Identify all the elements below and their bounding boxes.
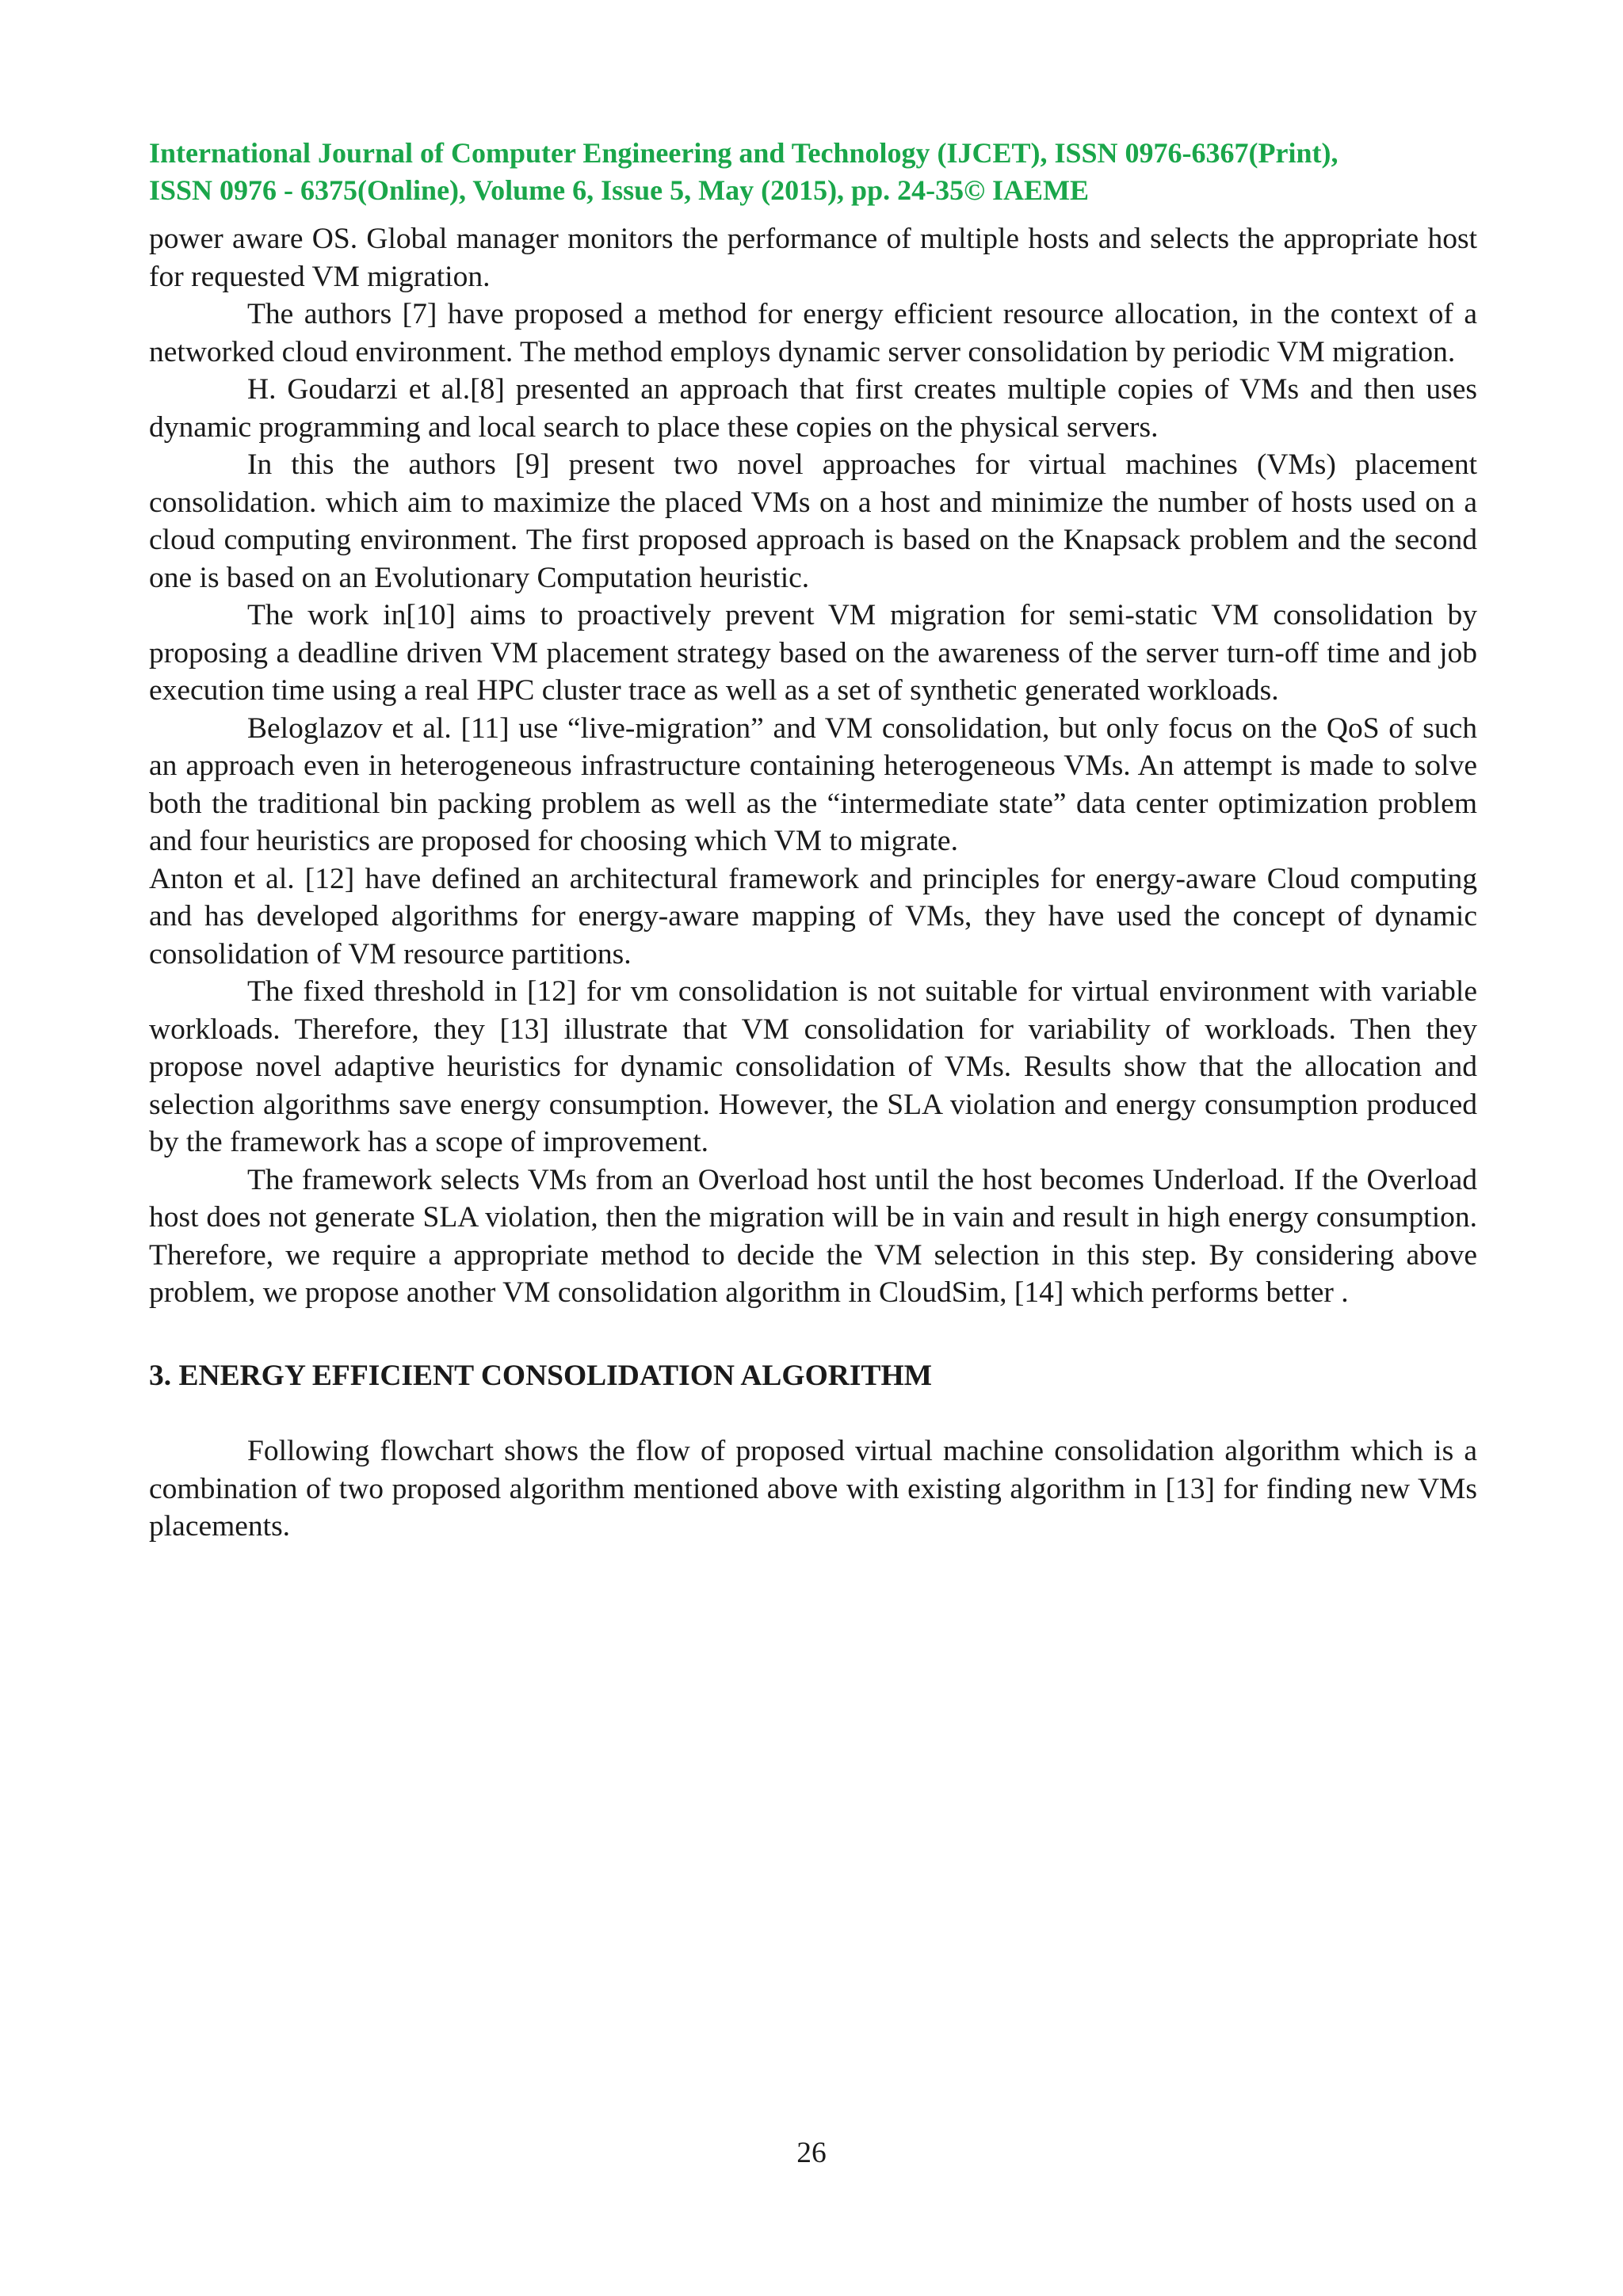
body-text: [149, 220, 1477, 1312]
paragraph-framework: The framework selects VMs from an Overload host until the host becomes Underload. If the Overload host does not generate SLA violation, then the migration will be in vain and result in high energy consumption. Therefore, we require a appropriate method to decide the VM selection in this step. By considering above problem, we propose another VM consolidation algorithm in CloudSim, [14] which performs better .: [149, 1163, 1477, 1309]
section-heading: 3. ENERGY EFFICIENT CONSOLIDATION ALGORITHM: [149, 1359, 933, 1392]
paragraph-ref-12: Anton et al. [12] have defined an architectural framework and principles for energy-aware Cloud computing and has developed algorithms for energy-aware mapping of VMs, they have used the concept of dynamic consolidation of VM resource partitions.: [149, 862, 1477, 971]
section-paragraph: Following flowchart shows the flow of proposed virtual machine consolidation algorithm which is a combination of two proposed algorithm mentioned above with existing algorithm in [13] for finding new VMs placements.: [149, 1435, 1477, 1543]
journal-header-line-2: ISSN 0976 - 6375(Online), Volume 6, Issue 5, May (2015), pp. 24-35© IAEME: [149, 174, 1089, 206]
paragraph-ref-10: The work in[10] aims to proactively prevent VM migration for semi-static VM consolidation by proposing a deadline driven VM placement strategy based on the awareness of the server turn-off time and job execution time using a real HPC cluster trace as well as a set of synthetic generated workloads.: [149, 599, 1477, 707]
paragraph-ref-13: The fixed threshold in [12] for vm consolidation is not suitable for virtual environment with variable workloads. Therefore, they [13] illustrate that VM consolidation for variability of workloads. Then they propose novel adaptive heuristics for dynamic consolidation of VMs. Results show that the allocation and selection algorithms save energy consumption. However, the SLA violation and energy consumption produced by the framework has a scope of improvement.: [149, 975, 1477, 1158]
page-content: [149, 135, 1477, 1546]
journal-header-line-1: International Journal of Computer Engineering and Technology (IJCET), ISSN 0976-6367(Print),: [149, 137, 1338, 169]
page-number: 26: [796, 2137, 827, 2169]
paragraph-ref-8: H. Goudarzi et al.[8] presented an approach that first creates multiple copies of VMs and then uses dynamic programming and local search to place these copies on the physical servers.: [149, 373, 1477, 444]
paragraph-ref-9: In this the authors [9] present two novel approaches for virtual machines (VMs) placement consolidation. which aim to maximize the placed VMs on a host and minimize the number of hosts used on a cloud computing environment. The first proposed approach is based on the Knapsack problem and the second one is based on an Evolutionary Computation heuristic.: [149, 448, 1477, 594]
paragraph-continuation: power aware OS. Global manager monitors the performance of multiple hosts and selects the appropriate host for requested VM migration.: [149, 223, 1477, 293]
journal-header: [149, 135, 1477, 209]
paragraph-ref-7: The authors [7] have proposed a method for energy efficient resource allocation, in the context of a networked cloud environment. The method employs dynamic server consolidation by periodic VM migration.: [149, 298, 1477, 368]
paragraph-ref-11: Beloglazov et al. [11] use “live-migration” and VM consolidation, but only focus on the QoS of such an approach even in heterogeneous infrastructure containing heterogeneous VMs. An attempt is made to solve both the traditional bin packing problem as well as the “intermediate state” data center optimization problem and four heuristics are proposed for choosing which VM to migrate.: [149, 711, 1477, 857]
section-body: [149, 1432, 1477, 1546]
